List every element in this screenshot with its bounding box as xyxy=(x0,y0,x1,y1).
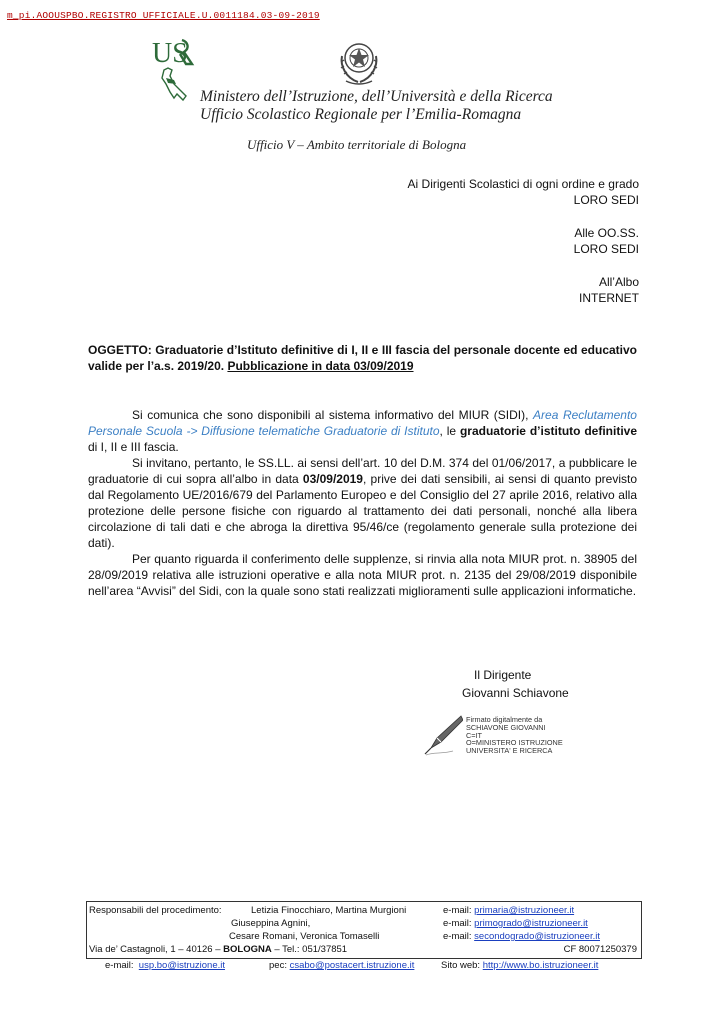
body-paragraph-1 xyxy=(88,407,637,455)
pec-email-link[interactable]: csabo@postacert.istruzione.it xyxy=(289,960,415,971)
usr-logo-text: US xyxy=(152,38,188,69)
subject-text: OGGETTO: Graduatorie d’Istituto definitive di I, II e III fascia del personale docente ed educativo valide per l’a.s. 2019/20. xyxy=(88,343,637,373)
recipient-line: LORO SEDI xyxy=(573,242,639,256)
signature-line: Firmato digitalmente da xyxy=(466,715,543,724)
signer-block xyxy=(462,666,569,702)
address-text: Via de’ Castagnoli, 1 – 40126 – xyxy=(89,944,224,955)
recipient-block-3 xyxy=(579,274,639,306)
responsible-names-1: Letizia Finocchiaro, Martina Murgioni xyxy=(251,905,407,916)
fiscal-code: CF 80071250379 xyxy=(563,944,637,955)
ministry-heading xyxy=(200,88,553,124)
office-name: Ufficio V – Ambito territoriale di Bologna xyxy=(247,137,467,152)
recipient-line: Ai Dirigenti Scolastici di ogni ordine e grado xyxy=(407,177,639,191)
footer-email xyxy=(105,960,225,971)
website-label: Sito web: xyxy=(441,960,481,971)
footer-website xyxy=(441,960,598,971)
main-email-link[interactable]: usp.bo@istruzione.it xyxy=(138,960,226,971)
recipient-line: INTERNET xyxy=(579,291,639,305)
italian-republic-emblem-icon xyxy=(336,36,382,86)
protocol-number: m_pi.AOOUSPBO.REGISTRO UFFICIALE.U.0011184.03-09-2019 xyxy=(7,10,320,21)
email-label: e-mail: xyxy=(443,905,472,916)
body-paragraph-3: Per quanto riguarda il conferimento delle supplenze, si rinvia alla nota MIUR prot. n. 38905 del 28/09/2019 relativa alle istruzioni operative e alla nota MIUR prot. n. 2135 del 29/08/2019 disponibile nell’area “Avvisi” del Sidi, con la quale sono stati realizzati miglioramenti sulle applicazioni informatiche. xyxy=(88,552,637,598)
email-row-2 xyxy=(443,917,588,930)
office-address xyxy=(89,943,347,956)
body-text: , prive dei dati sensibili, ai sensi di quanto previsto dal Regolamento UE/2016/679 del Parlamento Europeo e del Consiglio del 27 aprile 2016, relativo alla protezione delle persone fisiche con riguardo al trattamento dei dati personali, nonché alla libera circolazione di tali dati e che abroga la direttiva 95/46/ce (regolamento generale sulla protezione dei dati). xyxy=(88,472,637,550)
recipient-line: All’Albo xyxy=(598,275,639,289)
recipient-block-1 xyxy=(408,176,639,208)
footer-pec xyxy=(269,960,414,971)
email-secondogrado-link[interactable]: secondogrado@istruzioneer.it xyxy=(474,931,600,942)
signer-role: Il Dirigente xyxy=(474,668,532,682)
email-label: e-mail: xyxy=(105,960,134,971)
recipient-line: LORO SEDI xyxy=(573,193,639,207)
website-link[interactable]: http://www.bo.istruzioneer.it xyxy=(482,960,599,971)
recipient-line: Alle OO.SS. xyxy=(574,226,639,240)
email-label: e-mail: xyxy=(443,931,472,942)
responsible-names-3: Cesare Romani, Veronica Tomaselli xyxy=(229,931,380,942)
body-text: Si comunica che sono disponibili al sistema informativo del MIUR (SIDI), xyxy=(132,408,534,422)
address-city: BOLOGNA xyxy=(223,944,272,955)
body-bold-text: graduatorie d’istituto definitive xyxy=(459,424,638,438)
letter-body xyxy=(88,407,637,599)
signature-line: SCHIAVONE GIOVANNI xyxy=(466,722,546,732)
sidi-area-link[interactable]: Area Reclutamento Personale Scuola -> Diffusione telematiche Graduatorie di Istituto xyxy=(88,408,637,438)
responsible-names-2: Giuseppina Agnini, xyxy=(231,918,311,929)
body-text: , le xyxy=(439,424,460,438)
address-phone: – Tel.: 051/37851 xyxy=(271,944,348,955)
body-text: Si invitano, pertanto, le SS.LL. ai sensi dell’art. 10 del D.M. 374 del 01/06/2017, a pubblicare le graduatorie di cui sopra all’albo in data xyxy=(88,456,637,486)
subject-publication-date: Pubblicazione in data 03/09/2019 xyxy=(227,359,414,373)
email-label: e-mail: xyxy=(443,918,472,929)
signature-line: O=MINISTERO ISTRUZIONE xyxy=(466,738,563,748)
email-primogrado-link[interactable]: primogrado@istruzioneer.it xyxy=(474,918,588,929)
signer-name: Giovanni Schiavone xyxy=(462,686,569,700)
digital-signature-text xyxy=(466,716,563,755)
pec-label: pec: xyxy=(269,960,287,971)
regional-office-name: Ufficio Scolastico Regionale per l’Emilia-Romagna xyxy=(200,106,522,123)
responsible-label: Responsabili del procedimento: xyxy=(89,905,222,916)
email-row-3 xyxy=(443,930,600,943)
signature-line: C=IT xyxy=(466,730,483,740)
pen-nib-icon xyxy=(423,714,463,761)
usr-italy-map-logo xyxy=(152,36,196,106)
email-row-1 xyxy=(443,904,574,917)
signature-line: UNIVERSITA' E RICERCA xyxy=(466,746,553,756)
ministry-name: Ministero dell’Istruzione, dell’Università e della Ricerca xyxy=(200,88,553,105)
email-primaria-link[interactable]: primaria@istruzioneer.it xyxy=(474,905,575,916)
body-paragraph-2 xyxy=(88,455,637,551)
footer-contact-box xyxy=(86,901,642,959)
body-text: di I, II e III fascia. xyxy=(88,440,179,454)
publication-date: 03/09/2019 xyxy=(302,472,363,486)
subject-line xyxy=(88,342,637,374)
recipient-block-2 xyxy=(574,225,639,257)
